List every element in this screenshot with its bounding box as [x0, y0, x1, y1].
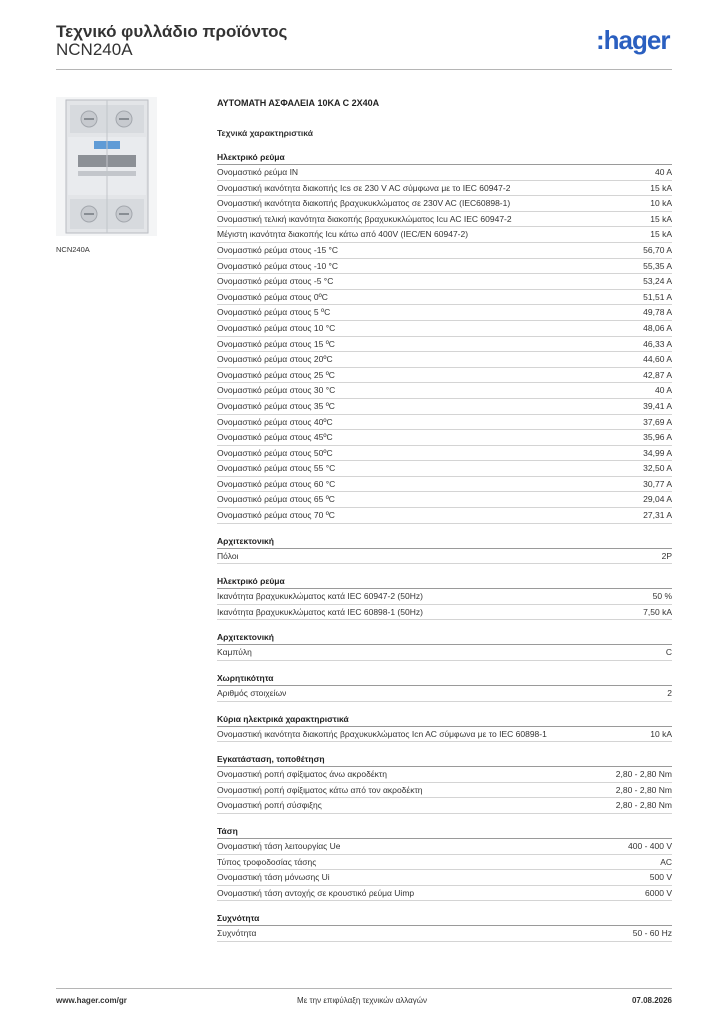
spec-row [217, 798, 672, 814]
spec-value: 46,33 A [643, 338, 672, 349]
spec-row [217, 477, 672, 493]
spec-row [217, 259, 672, 275]
spec-row [217, 227, 672, 243]
spec-section [217, 575, 672, 620]
footer-website: www.hager.com/gr [56, 996, 127, 1005]
spec-value: 7,50 kA [643, 606, 672, 617]
spec-label: Ονομαστικό ρεύμα στους 25 ºC [217, 369, 335, 380]
spec-label: Ονομαστική τάση λειτουργίας Ue [217, 841, 341, 851]
spec-value: 37,69 A [643, 416, 672, 427]
spec-label: Πόλοι [217, 550, 239, 561]
spec-label: Ονομαστική ροπή σφίξιματος άνω ακροδέκτη [217, 769, 387, 780]
spec-label: Ονομαστική ροπή σφίξιματος κάτω από τον ακροδέκτη [217, 784, 423, 795]
spec-value: 500 V [649, 872, 672, 883]
section-title: Εγκατάσταση, τοποθέτηση [217, 753, 672, 767]
spec-label: Ονομαστικό ρεύμα στους -5 °C [217, 276, 334, 287]
spec-row [217, 305, 672, 321]
spec-value: 10 kA [650, 198, 672, 209]
spec-value: 2,80 - 2,80 Nm [615, 769, 672, 780]
footer-date: 07.08.2026 [631, 996, 672, 1005]
spec-row [217, 767, 672, 783]
spec-label: Ονομαστικό ρεύμα στους 35 ºC [217, 400, 335, 411]
spec-row [217, 686, 672, 702]
spec-value: 15 kA [650, 182, 672, 193]
section-title: Ηλεκτρικό ρεύμα [217, 151, 672, 165]
spec-value: 15 kA [650, 229, 672, 240]
spec-label: Ονομαστικό ρεύμα στους 20ºC [217, 354, 333, 365]
spec-section [217, 753, 672, 814]
spec-value: 2,80 - 2,80 Nm [615, 784, 672, 795]
spec-value: 48,06 A [643, 322, 672, 333]
spec-label: Ονομαστική τάση μόνωσης Ui [217, 872, 330, 883]
spec-value: 32,50 A [643, 463, 672, 474]
spec-row [217, 727, 672, 743]
spec-row [217, 446, 672, 462]
spec-row [217, 870, 672, 886]
section-title: Χωρητικότητα [217, 672, 672, 686]
product-image [56, 97, 157, 236]
spec-section [217, 151, 672, 524]
spec-row [217, 839, 672, 855]
circuit-breaker-illustration [56, 97, 157, 236]
spec-value: 56,70 A [643, 244, 672, 255]
spec-value: 55,35 A [643, 260, 672, 271]
spec-row [217, 645, 672, 661]
spec-row [217, 589, 672, 605]
spec-row [217, 430, 672, 446]
spec-label: Ονομαστικό ρεύμα στους 45ºC [217, 432, 333, 443]
spec-value: 42,87 A [643, 369, 672, 380]
spec-row [217, 181, 672, 197]
spec-label: Ονομαστικό ρεύμα στους -15 °C [217, 244, 339, 255]
product-code: NCN240A [56, 40, 133, 59]
spec-label: Ονομαστικό ρεύμα στους 50ºC [217, 447, 333, 458]
spec-section [217, 713, 672, 743]
spec-label: Αριθμός στοιχείων [217, 688, 287, 699]
spec-label: Ονομαστικό ρεύμα στους 65 ºC [217, 494, 335, 505]
spec-label: Μέγιστη ικανότητα διακοπής Icu κάτω από 400V (IEC/EN 60947-2) [217, 229, 469, 240]
spec-label: Ονομαστικό ρεύμα στους 30 °C [217, 385, 336, 396]
hager-logo [596, 26, 676, 56]
spec-label: Τύπος τροφοδοσίας τάσης [217, 856, 317, 867]
section-title: Ηλεκτρικό ρεύμα [217, 575, 672, 589]
page-title: Τεχνικό φυλλάδιο προϊόντος [56, 22, 288, 41]
spec-row [217, 352, 672, 368]
spec-sheet [217, 96, 672, 942]
spec-value: 400 - 400 V [628, 841, 672, 851]
spec-label: Ονομαστικό ρεύμα στους 55 °C [217, 463, 336, 474]
spec-row [217, 461, 672, 477]
spec-value: 44,60 A [643, 354, 672, 365]
spec-row [217, 196, 672, 212]
spec-label: Ονομαστικό ρεύμα στους 15 ºC [217, 338, 335, 349]
spec-label: Ονομαστική ικανότητα διακοπής βραχυκυκλώματος Icn AC σύμφωνα με το IEC 60898-1 [217, 728, 547, 739]
spec-row [217, 415, 672, 431]
spec-section [217, 535, 672, 565]
spec-value: 53,24 A [643, 276, 672, 287]
spec-row [217, 508, 672, 524]
spec-row [217, 368, 672, 384]
spec-value: 29,04 A [643, 494, 672, 505]
spec-value: 2P [661, 550, 672, 561]
spec-row [217, 783, 672, 799]
spec-value: AC [660, 856, 672, 867]
spec-label: Ικανότητα βραχυκυκλώματος κατά IEC 60898-1 (50Hz) [217, 606, 423, 617]
svg-text::hager: :hager [596, 26, 670, 55]
footer-note: Με την επιφύλαξη τεχνικών αλλαγών [297, 996, 427, 1005]
section-title: Τάση [217, 825, 672, 839]
spec-row [217, 855, 672, 871]
spec-label: Ονομαστική τάση αντοχής σε κρουστικό ρεύμα Uimp [217, 887, 415, 898]
spec-label: Ονομαστικό ρεύμα στους 5 ºC [217, 307, 331, 318]
spec-row [217, 605, 672, 621]
spec-row [217, 243, 672, 259]
section-title: Συχνότητα [217, 912, 672, 926]
spec-row [217, 212, 672, 228]
spec-value: 15 kA [650, 213, 672, 224]
spec-value: 2,80 - 2,80 Nm [615, 800, 672, 811]
spec-label: Ονομαστικό ρεύμα IN [217, 167, 299, 177]
spec-label: Ονομαστικό ρεύμα στους 0ºC [217, 291, 328, 302]
image-caption: NCN240A [56, 245, 90, 254]
spec-label: Ονομαστική ικανότητα διακοπής βραχυκυκλώματος σε 230V AC (IEC60898-1) [217, 198, 511, 209]
spec-label: Ονομαστικό ρεύμα στους -10 °C [217, 260, 339, 271]
spec-value: 39,41 A [643, 400, 672, 411]
spec-label: Καμπύλη [217, 647, 252, 658]
spec-label: Ονομαστικό ρεύμα στους 60 °C [217, 478, 336, 489]
spec-row [217, 549, 672, 565]
spec-value: 51,51 A [643, 291, 672, 302]
spec-label: Ονομαστικό ρεύμα στους 10 °C [217, 322, 336, 333]
spec-label: Ονομαστικό ρεύμα στους 70 ºC [217, 510, 335, 521]
header-divider [56, 69, 672, 70]
section-title: Αρχιτεκτονική [217, 535, 672, 549]
spec-value: 6000 V [645, 887, 672, 898]
spec-row [217, 886, 672, 902]
spec-value: 2 [667, 688, 672, 699]
spec-row [217, 274, 672, 290]
spec-label: Ονομαστικό ρεύμα στους 40ºC [217, 416, 333, 427]
spec-section [217, 631, 672, 661]
product-name: ΑΥΤΟΜΑΤΗ ΑΣΦΑΛΕΙΑ 10KA C 2X40A [217, 98, 380, 108]
spec-section [217, 672, 672, 702]
spec-value: 49,78 A [643, 307, 672, 318]
spec-value: 30,77 A [643, 478, 672, 489]
spec-value: 40 A [654, 385, 672, 396]
footer-divider [56, 988, 672, 989]
spec-value: 10 kA [650, 728, 672, 739]
spec-section [217, 825, 672, 901]
spec-row [217, 926, 672, 942]
spec-label: Ικανότητα βραχυκυκλώματος κατά IEC 60947-2 (50Hz) [217, 591, 423, 602]
spec-value: 34,99 A [643, 447, 672, 458]
spec-value: 50 - 60 Hz [632, 928, 672, 939]
spec-section [217, 912, 672, 942]
spec-label: Ονομαστική ικανότητα διακοπής Ics σε 230 V AC σύμφωνα με το IEC 60947-2 [217, 182, 511, 193]
spec-row [217, 383, 672, 399]
section-title: Κύρια ηλεκτρικά χαρακτηριστικά [217, 713, 672, 727]
spec-label: Συχνότητα [217, 928, 257, 939]
spec-row [217, 337, 672, 353]
spec-row [217, 290, 672, 306]
spec-label: Ονομαστική τελική ικανότητα διακοπής βραχυκυκλώματος Icu AC IEC 60947-2 [217, 213, 512, 224]
spec-sections [217, 151, 672, 942]
spec-value: 27,31 A [643, 510, 672, 521]
spec-value: 50 % [652, 591, 672, 602]
spec-label: Ονομαστική ροπή σύσφιξης [217, 800, 322, 811]
spec-value: 40 A [654, 167, 672, 177]
section-title: Αρχιτεκτονική [217, 631, 672, 645]
spec-row [217, 492, 672, 508]
spec-row [217, 321, 672, 337]
technical-heading: Τεχνικά χαρακτηριστικά [217, 128, 313, 138]
spec-row [217, 399, 672, 415]
spec-value: 35,96 A [643, 432, 672, 443]
spec-value: C [665, 647, 672, 658]
spec-row [217, 165, 672, 181]
